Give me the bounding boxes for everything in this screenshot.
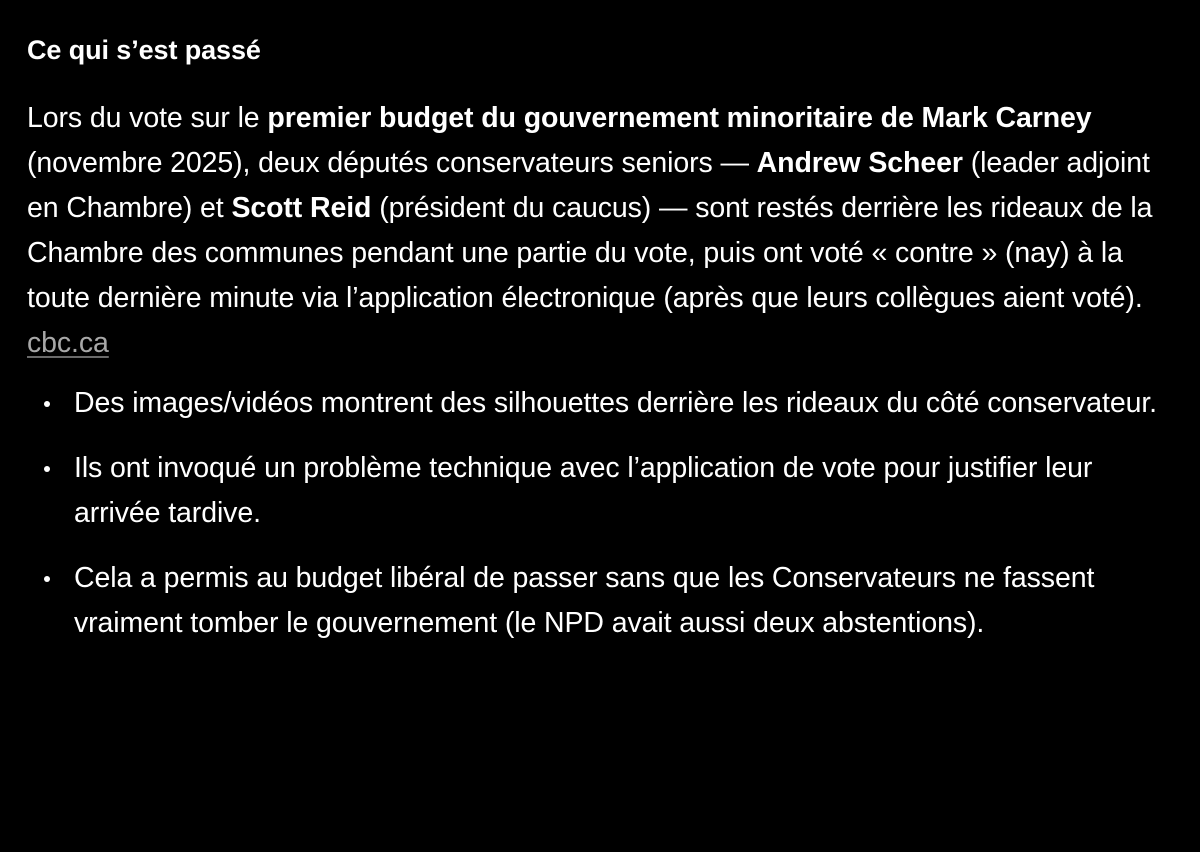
bold-text-reid: Scott Reid (231, 192, 372, 224)
bullet-dot-icon (44, 466, 50, 472)
message-content (27, 30, 1177, 666)
bullet-dot-icon (44, 401, 50, 407)
bullet-list (27, 381, 1177, 646)
source-link[interactable]: cbc.ca (27, 327, 109, 359)
list-item-text: Ils ont invoqué un problème technique avec l’application de vote pour justifier leur arrivée tardive. (74, 452, 1093, 529)
paragraph-text: (novembre 2025), deux députés conservateurs seniors — (27, 147, 757, 179)
list-item (27, 446, 1177, 536)
paragraph-text: (président du caucus) — sont restés derrière les rideaux de la Chambre des communes pendant une partie du vote, puis ont voté « contre » (nay) à la toute dernière minute via l’application électronique (après que leurs collègues aient voté). (27, 192, 1153, 314)
list-item (27, 556, 1177, 646)
bullet-dot-icon (44, 576, 50, 582)
bold-text-budget: premier budget du gouvernement minoritaire de Mark Carney (267, 102, 1092, 134)
list-item (27, 381, 1177, 426)
paragraph-text: Lors du vote sur le (27, 102, 268, 134)
summary-paragraph (27, 96, 1177, 366)
paragraph-text: (leader adjoint en Chambre) et (27, 147, 1150, 224)
list-item-text: Cela a permis au budget libéral de passer sans que les Conservateurs ne fassent vraiment tomber le gouvernement (le NPD avait aussi deux abstentions). (74, 562, 1095, 639)
list-item-text: Des images/vidéos montrent des silhouettes derrière les rideaux du côté conservateur. (74, 387, 1157, 419)
bold-text-scheer: Andrew Scheer (756, 147, 963, 179)
section-heading: Ce qui s’est passé (27, 35, 261, 65)
